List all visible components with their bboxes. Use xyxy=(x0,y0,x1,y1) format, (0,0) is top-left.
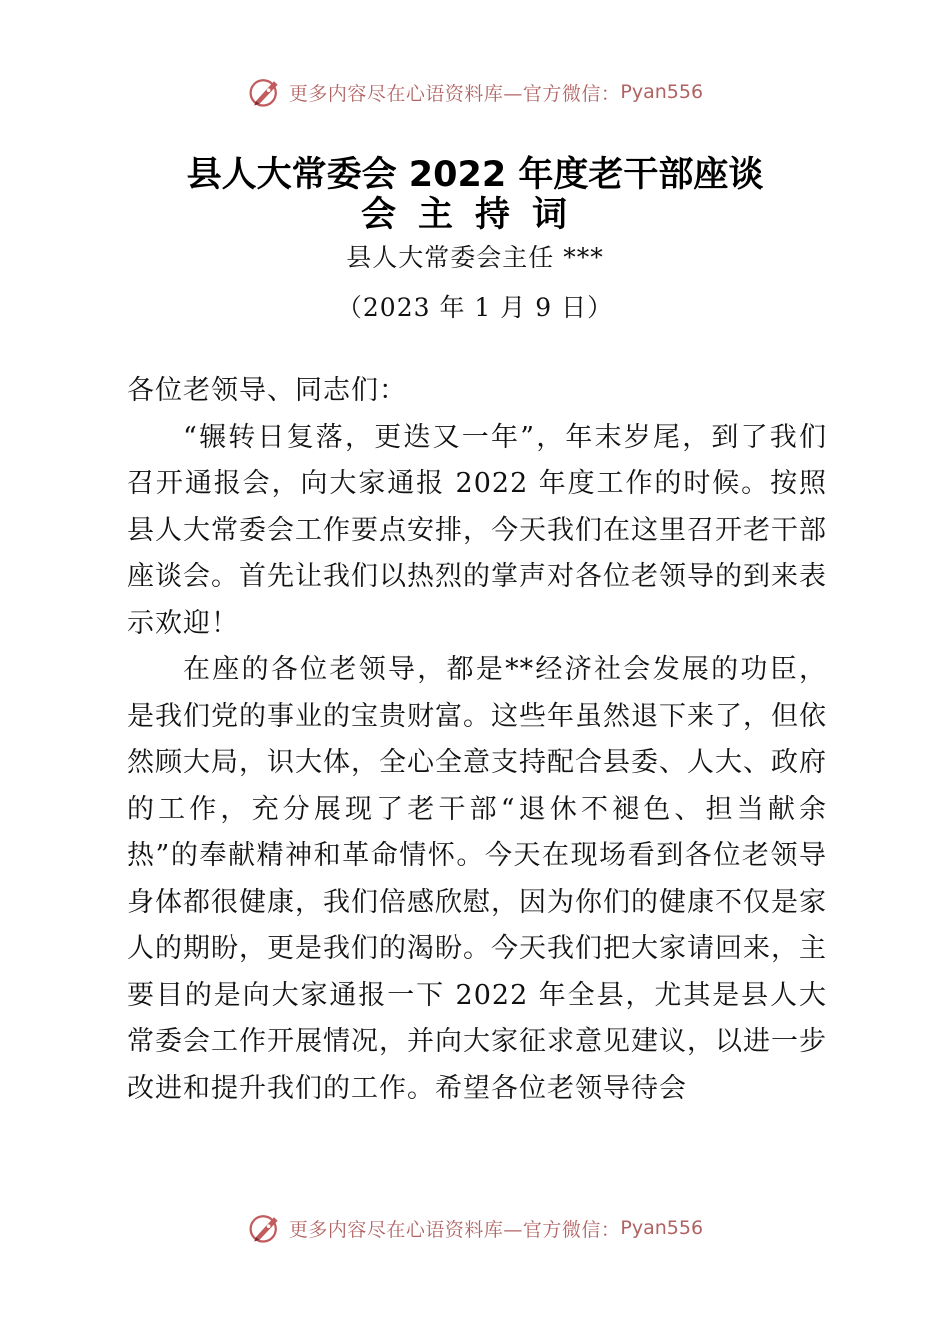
document-title xyxy=(0,155,950,235)
banner-text: 更多内容尽在心语资料库—官方微信： xyxy=(288,82,621,105)
footer-watermark-banner xyxy=(0,1208,950,1248)
paragraph-2: 在座的各位老领导，都是**经济社会发展的功臣，是我们党的事业的宝贵财富。这些年虽然退下来了，但依然顾大局，识大体，全心全意支持配合县委、人大、政府的工作，充分展现了老干部“退休不褪色、担当献余热”的奉献精神和革命情怀。今天在现场看到各位老领导身体都很健康，我们倍感欣慰，因为你们的健康不仅是家人的期盼，更是我们的渴盼。今天我们把大家请回来，主要目的是向大家通报一下 2022 年全县，尤其是县人大常委会工作开展情况，并向大家征求意见建议，以进一步改进和提升我们的工作。希望各位老领导待会 xyxy=(127,654,827,1104)
title-line-1: 县人大常委会 2022 年度老干部座谈 xyxy=(186,155,764,195)
date-line: （2023 年 1 月 9 日） xyxy=(336,293,614,322)
title-line-2: 会主持词 xyxy=(360,195,589,235)
pen-nib-logo-icon xyxy=(247,1210,283,1246)
salutation: 各位老领导、同志们： xyxy=(127,375,407,406)
banner-account: Pyan556 xyxy=(620,81,704,103)
paragraph-1: “辗转日复落，更迭又一年”，年末岁尾，到了我们召开通报会，向大家通报 2022 年度工作的时候。按照县人大常委会工作要点安排，今天我们在这里召开老干部座谈会。首先让我们以热烈的掌声对各位老领导的到来表示欢迎！ xyxy=(127,421,827,639)
document-body xyxy=(127,368,827,1112)
header-watermark-banner xyxy=(0,72,950,112)
pen-nib-logo-icon xyxy=(247,74,283,110)
banner-account: Pyan556 xyxy=(620,1217,704,1239)
author-line: 县人大常委会主任 *** xyxy=(346,243,604,272)
banner-text: 更多内容尽在心语资料库—官方微信： xyxy=(288,1218,621,1241)
